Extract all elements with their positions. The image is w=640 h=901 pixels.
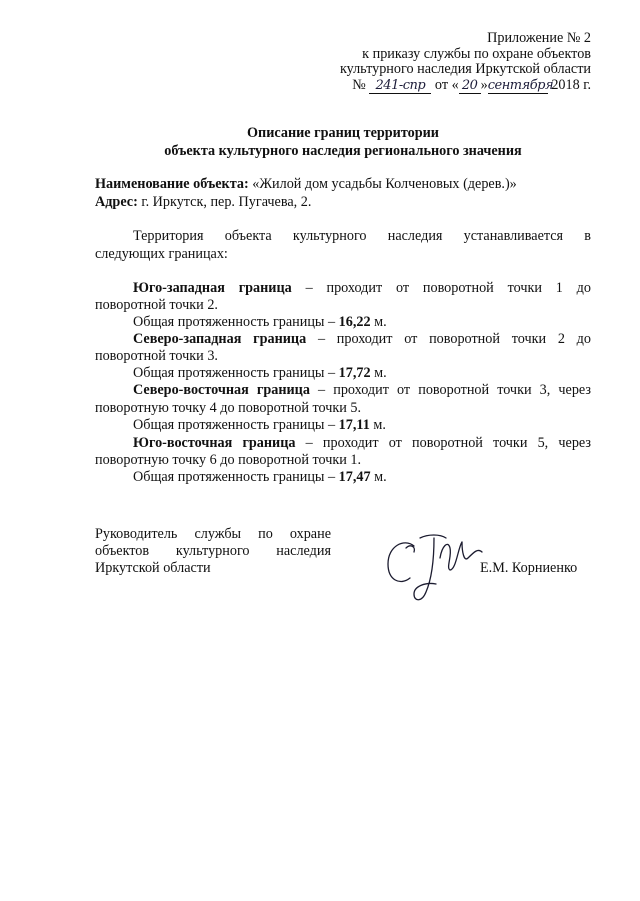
border-4-desc: – проходит от поворотной точки 5, через — [295, 435, 591, 451]
title-line-2: объекта культурного наследия регионального значения — [164, 143, 522, 159]
border-1-line-1 — [95, 280, 591, 297]
border-1-name: Юго-западная граница — [133, 280, 292, 296]
order-day-handwritten: 20 — [459, 79, 481, 94]
border-3-length-label: Общая протяженность границы – — [133, 417, 339, 433]
signatory-line-1: Руководитель службы по охране — [95, 526, 331, 542]
object-name-value: «Жилой дом усадьбы Колченовых (дерев.)» — [248, 176, 517, 192]
order-number-handwritten: 241-спр — [369, 79, 431, 94]
appendix-number: Приложение № 2 — [487, 30, 591, 46]
order-authority: культурного наследия Иркутской области — [339, 61, 591, 77]
order-month-handwritten: сентября — [487, 77, 554, 93]
border-1-length-label: Общая протяженность границы – — [133, 314, 339, 330]
from-label: от « — [434, 76, 459, 93]
border-3-length — [95, 417, 591, 434]
border-4-unit: м. — [370, 469, 387, 485]
border-3-length-value: 17,11 — [338, 417, 370, 433]
number-label: № — [352, 76, 366, 93]
border-2-length — [95, 365, 591, 382]
order-number-date — [340, 78, 591, 94]
border-3-desc: – проходит от поворотной точки 3, через — [309, 382, 592, 398]
appendix-header — [340, 31, 591, 94]
signatory-line-2: объектов культурного наследия — [95, 543, 331, 559]
border-2-name: Северо-западная граница — [133, 331, 307, 347]
border-4-length-label: Общая протяженность границы – — [133, 469, 339, 485]
border-1-length — [95, 314, 591, 331]
border-3-unit: м. — [369, 417, 386, 433]
border-2-unit: м. — [370, 365, 387, 381]
order-reference: к приказу службы по охране объектов — [362, 45, 591, 62]
border-1-length-value: 16,22 — [338, 314, 371, 330]
border-2-line-2: поворотной точки 3. — [95, 348, 218, 364]
address-value: г. Иркутск, пер. Пугачева, 2. — [137, 194, 312, 210]
border-4-line-1 — [95, 435, 591, 452]
intro-line-1: Территория объекта культурного наследия устанавливается в — [133, 228, 591, 244]
document-title — [0, 124, 640, 160]
border-2-line-1 — [95, 331, 591, 348]
border-2-desc: – проходит от поворотной точки 2 до — [306, 331, 591, 347]
address-label: Адрес: — [95, 194, 138, 210]
signatory-name: Е.М. Корниенко — [480, 560, 578, 576]
order-year: 2018 г. — [551, 76, 591, 93]
border-1-line-2: поворотной точки 2. — [95, 297, 218, 313]
border-2-length-label: Общая протяженность границы – — [133, 365, 339, 381]
border-4-length — [95, 469, 591, 486]
month-separator: » — [480, 76, 488, 93]
signatory-position — [95, 526, 331, 577]
border-4-name: Юго-восточная граница — [133, 435, 296, 451]
border-3-line-1 — [95, 382, 591, 399]
border-2-length-value: 17,72 — [338, 365, 371, 381]
border-3-name: Северо-восточная граница — [133, 382, 310, 398]
border-1-unit: м. — [370, 314, 387, 330]
object-name — [95, 176, 591, 193]
border-1-desc: – проходит от поворотной точки 1 до — [291, 280, 591, 296]
intro-line-2: следующих границах: — [95, 246, 228, 262]
signatory-line-3: Иркутской области — [95, 560, 211, 576]
border-3-line-2: поворотную точку 4 до поворотной точки 5. — [95, 400, 362, 416]
border-4-length-value: 17,47 — [338, 469, 371, 485]
object-name-label: Наименование объекта: — [95, 176, 249, 192]
border-4-line-2: поворотную точку 6 до поворотной точки 1. — [95, 452, 362, 468]
object-address — [95, 194, 591, 211]
title-line-1: Описание границ территории — [247, 125, 439, 141]
handwritten-signature — [380, 528, 490, 610]
